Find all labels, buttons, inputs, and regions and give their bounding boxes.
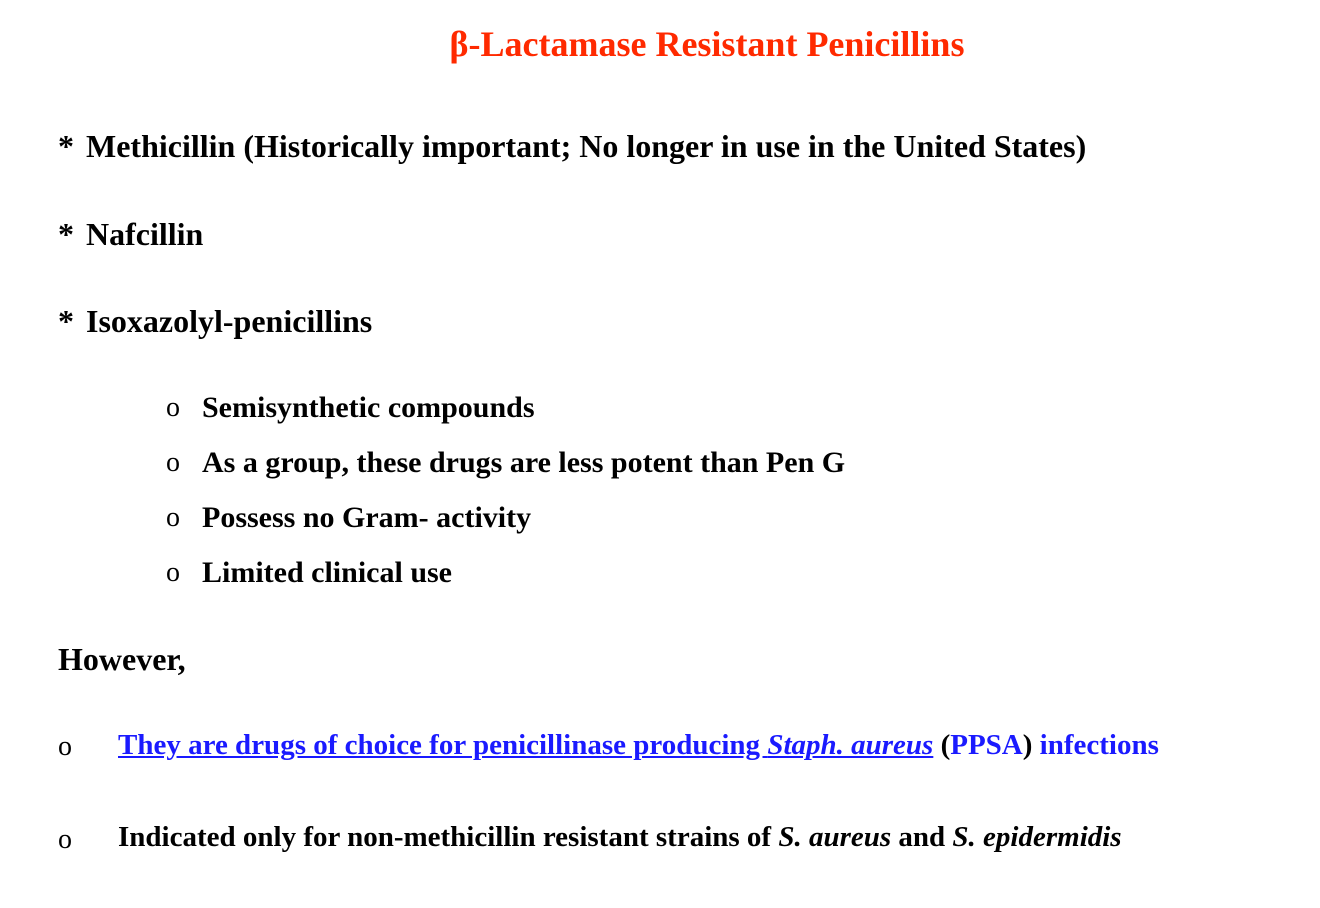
- close-paren: ): [1022, 729, 1033, 761]
- infections-text: infections: [1032, 729, 1159, 761]
- drugs-of-choice-link[interactable]: [118, 729, 933, 761]
- circle-bullet-icon: o: [166, 557, 180, 588]
- circle-bullet-icon: o: [166, 447, 180, 478]
- drug-text-methicillin: Methicillin (Historically important; No longer in use in the United States): [86, 128, 1087, 164]
- circle-bullet-icon: o: [58, 824, 72, 855]
- indicated-middle: and: [891, 821, 953, 853]
- species-epidermidis: S. epidermidis: [952, 821, 1122, 853]
- link-italic-species: Staph. aureus: [767, 729, 934, 761]
- drug-item-nafcillin: [58, 214, 203, 254]
- indicated-prefix: Indicated only for non-methicillin resistant strains of: [118, 821, 779, 853]
- drug-text-isoxazolyl: Isoxazolyl-penicillins: [86, 303, 373, 339]
- drug-item-isoxazolyl: [58, 301, 372, 341]
- asterisk-marker: *: [58, 303, 74, 339]
- link-text: They are drugs of choice for penicillinase producing: [118, 729, 768, 761]
- sub-point-text: Possess no Gram- activity: [202, 501, 532, 534]
- drug-item-methicillin: [58, 126, 1086, 166]
- ppsa-abbr: PPSA: [950, 729, 1023, 761]
- asterisk-marker: *: [58, 128, 74, 164]
- sub-point-text: Semisynthetic compounds: [202, 391, 535, 424]
- indicated-line: [118, 818, 1122, 856]
- drug-text-nafcillin: Nafcillin: [86, 216, 204, 252]
- however-heading: However,: [58, 641, 186, 677]
- species-aureus: S. aureus: [778, 821, 892, 853]
- circle-bullet-icon: o: [166, 502, 180, 533]
- title-text: β-Lactamase Resistant Penicillins: [449, 24, 965, 64]
- asterisk-marker: *: [58, 216, 74, 252]
- circle-bullet-icon: o: [166, 392, 180, 423]
- circle-bullet-icon: o: [58, 731, 72, 762]
- drugs-of-choice-line: [118, 726, 1159, 764]
- sub-point-text: As a group, these drugs are less potent than Pen G: [202, 446, 846, 479]
- sub-point-text: Limited clinical use: [202, 556, 452, 589]
- open-paren: (: [933, 729, 951, 761]
- page-title: [0, 22, 1320, 66]
